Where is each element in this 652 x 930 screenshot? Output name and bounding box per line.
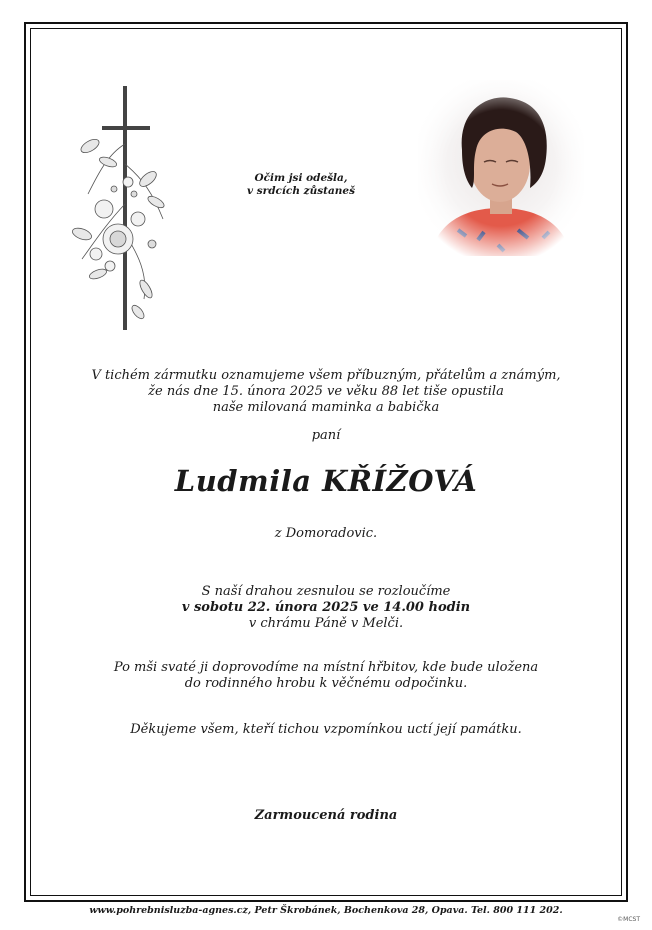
title-word-text: paní [311,428,341,443]
burial-line-1: Po mši svaté ji doprovodíme na místní hřbitov, kde bude uložena [113,660,539,675]
motto-line-1: Očim jsi odešla, [254,172,348,184]
ceremony-line-3: v chrámu Páně v Melči. [248,616,404,631]
portrait-photo [418,80,584,256]
signature-text: Zarmoucená rodina [254,808,398,823]
burial-line-2: do rodinného hrobu k věčnému odpočinku. [184,676,468,691]
deceased-name: Ludmila KŘÍŽOVÁ [174,464,478,498]
motto-line-2: v srdcích zůstaneš [247,185,355,197]
title-word [40,428,612,444]
intro-line-3: naše milovaná maminka a babička [212,400,440,415]
thanks-text: Děkujeme všem, kteří tichou vzpomínkou uctí její památku. [130,722,522,737]
motto [236,172,366,198]
intro-line-2: že nás dne 15. února 2025 ve věku 88 let tiše opustila [148,384,504,399]
cross-with-flowers-icon [68,84,172,336]
ceremony-date-time: v sobotu 22. února 2025 ve 14.00 hodin [181,600,471,615]
intro-line-1: V tichém zármutku oznamujeme všem příbuzným, přátelům a známým, [91,368,561,383]
origin [40,526,612,542]
ceremony-line-1: S naší drahou zesnulou se rozloučíme [201,584,451,599]
signature [40,808,612,824]
origin-text: z Domoradovic. [274,526,378,541]
corner-mark: ©MCST [617,916,640,923]
intro-paragraph [40,368,612,416]
footer-contact: www.pohrebnisluzba-agnes.cz, Petr Škrobánek, Bochenkova 28, Opava. Tel. 800 111 202. [89,905,563,916]
thanks [40,722,612,738]
burial-paragraph [40,660,612,692]
ceremony-paragraph [40,584,612,632]
